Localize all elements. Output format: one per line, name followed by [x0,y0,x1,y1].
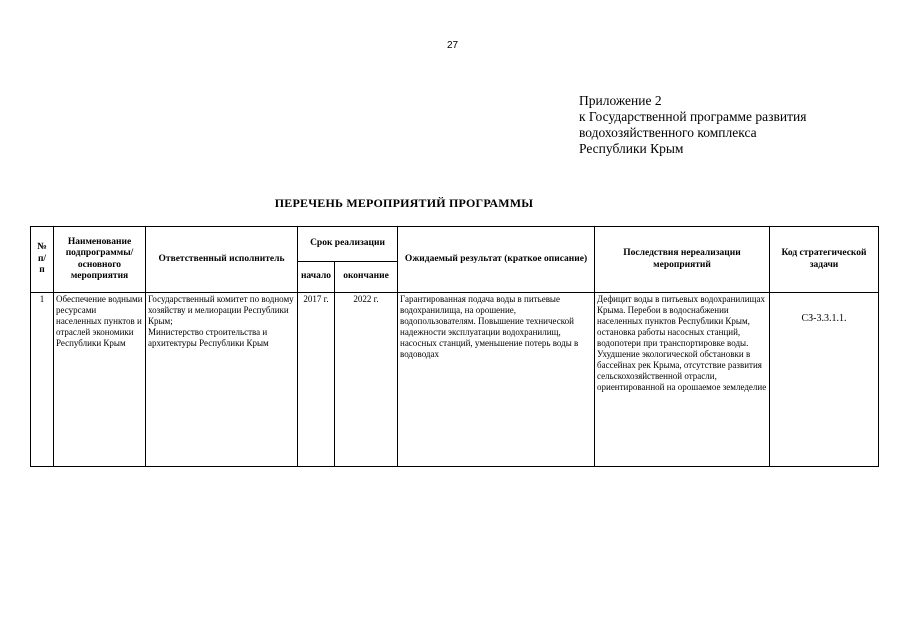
measures-table [30,226,879,467]
header-code: Код стратегической задачи [770,227,879,293]
cell-name: Обеспечение водными ресурсами населенных пунктов и отраслей экономики Республики Крым [54,293,146,467]
cell-end: 2022 г. [335,293,398,467]
header-num: № п/ п [31,227,54,293]
page-number: 27 [446,40,459,51]
table-row [31,293,879,467]
header-result: Ожидаемый результат (краткое описание) [398,227,595,293]
cell-num: 1 [31,293,54,467]
header-term: Срок реализации [298,227,398,262]
appendix-line: Приложение 2 [579,93,662,108]
header-end: окончание [335,262,398,293]
cell-code: СЗ-3.3.1.1. [770,293,879,467]
appendix-line: Республики Крым [579,141,684,156]
appendix-line: водохозяйственного комплекса [579,125,757,140]
header-consequences: Последствия нереализации мероприятий [595,227,770,293]
header-start: начало [298,262,335,293]
cell-result: Гарантированная подача воды в питьевые водохранилища, на орошение, водопользователям. Повышение технической надежности эксплуатации водохранилищ, насосных станций, уменьшение потерь воды в водоводах [398,293,595,467]
appendix-header [579,93,806,157]
document-title: ПЕРЕЧЕНЬ МЕРОПРИЯТИЙ ПРОГРАММЫ [274,196,534,210]
header-name: Наименование подпрограммы/ основного мероприятия [54,227,146,293]
cell-executor: Государственный комитет по водному хозяйству и мелиорации Республики Крым; Министерство строительства и архитектуры Республики Крым [146,293,298,467]
appendix-line: к Государственной программе развития [579,109,807,124]
cell-start: 2017 г. [298,293,335,467]
cell-consequences: Дефицит воды в питьевых водохранилищах Крыма. Перебои в водоснабжении населенных пунктов Республики Крым, остановка работы насосных станций, водопотери при транспортировке воды. Ухудшение экологической обстановки в бассейнах рек Крыма, отсутствие развития сельскохозяйственной отрасли, ориентированной на орошаемое земледелие [595,293,770,467]
header-executor: Ответственный исполнитель [146,227,298,293]
